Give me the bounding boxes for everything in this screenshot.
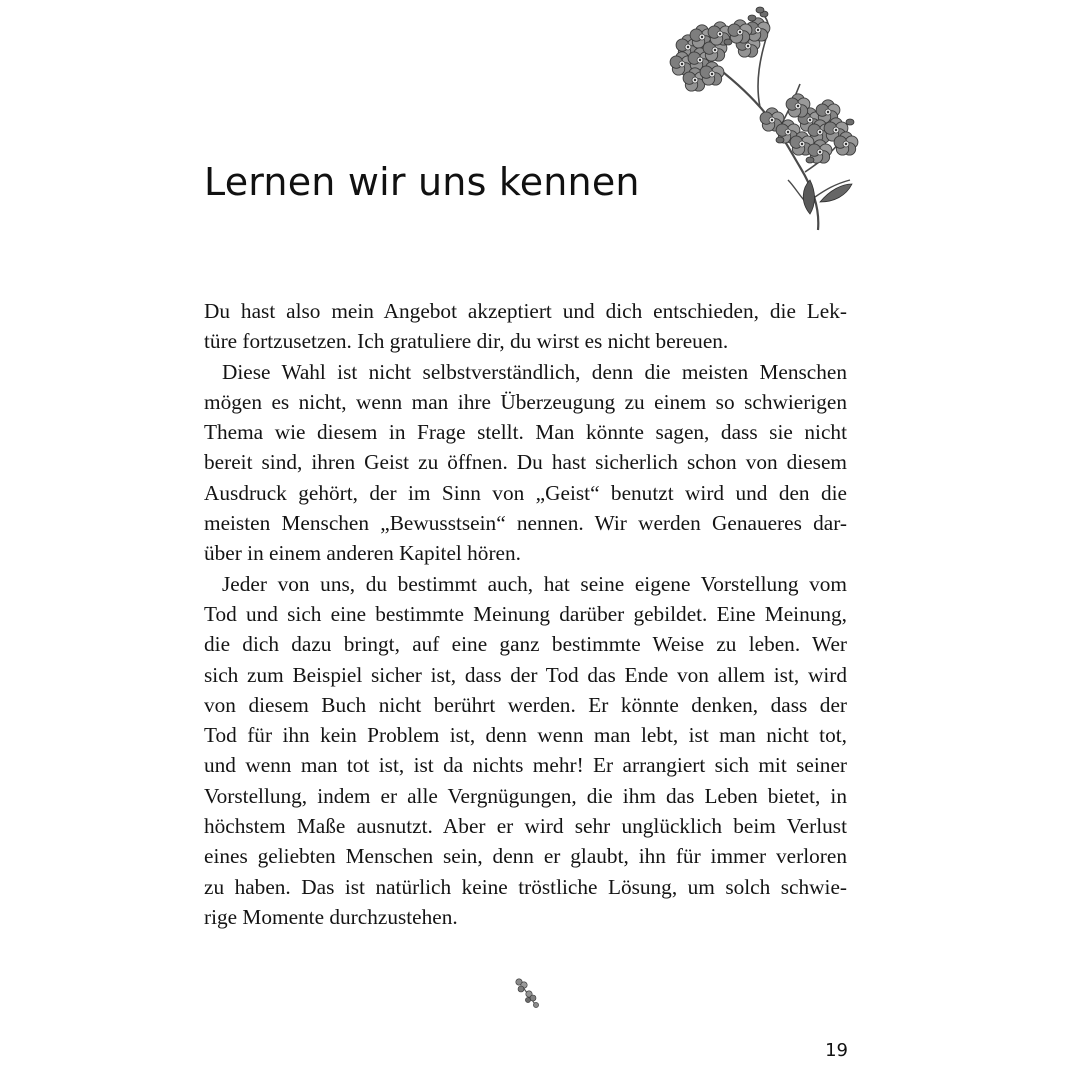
text-line: die dich dazu bringt, auf eine ganz bestimmte Weise zu leben. Wer [204,632,847,657]
text-line: bereit sind, ihren Geist zu öffnen. Du hast sicherlich schon von diesem [204,450,847,475]
text-line: mögen es nicht, wenn man ihre Überzeugung zu einem so schwierigen [204,389,847,414]
text-line: von diesem Buch nicht berührt werden. Er könnte denken, dass der [204,692,847,717]
chapter-title: Lernen wir uns kennen [204,160,640,204]
paragraph-3 [204,569,847,933]
text-line: zu haben. Das ist natürlich keine tröstliche Lösung, um solch schwie- [204,874,847,899]
text-line: Ausdruck gehört, der im Sinn von „Geist“ benutzt wird und den die [204,480,847,505]
page-number: 19 [825,1040,848,1061]
text-line: türe fortzusetzen. Ich gratuliere dir, du wirst es nicht bereuen. [204,329,729,354]
text-line: Vorstellung, indem er alle Vergnügungen, die ihm das Leben bietet, in [204,783,847,808]
text-line: Du hast also mein Angebot akzeptiert und dich entschieden, die Lek- [204,299,847,323]
text-line: Diese Wahl ist nicht selbstverständlich, denn die meisten Menschen [222,359,847,384]
text-line: Tod für ihn kein Problem ist, denn wenn man lebt, ist man nicht tot, [204,723,847,748]
text-line: sich zum Beispiel sicher ist, dass der Tod das Ende von allem ist, wird [204,662,847,687]
chapter-body [204,296,847,932]
text-line: rige Momente durchzustehen. [204,904,458,929]
paragraph-2 [204,357,847,569]
flower-illustration [660,2,870,234]
text-line: höchstem Maße ausnutzt. Aber er wird sehr unglücklich beim Verlust [204,814,847,839]
text-line: und wenn man tot ist, ist da nichts mehr! Er arrangiert sich mit seiner [204,753,847,778]
text-line: Thema wie diesem in Frage stellt. Man könnte sagen, dass sie nicht [204,420,847,445]
text-line: meisten Menschen „Bewusstsein“ nennen. Wir werden Genaueres dar- [204,511,847,536]
text-line: Tod und sich eine bestimmte Meinung darüber gebildet. Eine Meinung, [204,601,847,626]
text-line: eines geliebten Menschen sein, denn er glaubt, ihn für immer verloren [204,844,847,869]
text-line: Jeder von uns, du bestimmt auch, hat seine eigene Vorstellung vom [222,571,847,596]
flower-ornament [512,976,542,1010]
text-line: über in einem anderen Kapitel hören. [204,541,521,566]
paragraph-1 [204,296,847,357]
